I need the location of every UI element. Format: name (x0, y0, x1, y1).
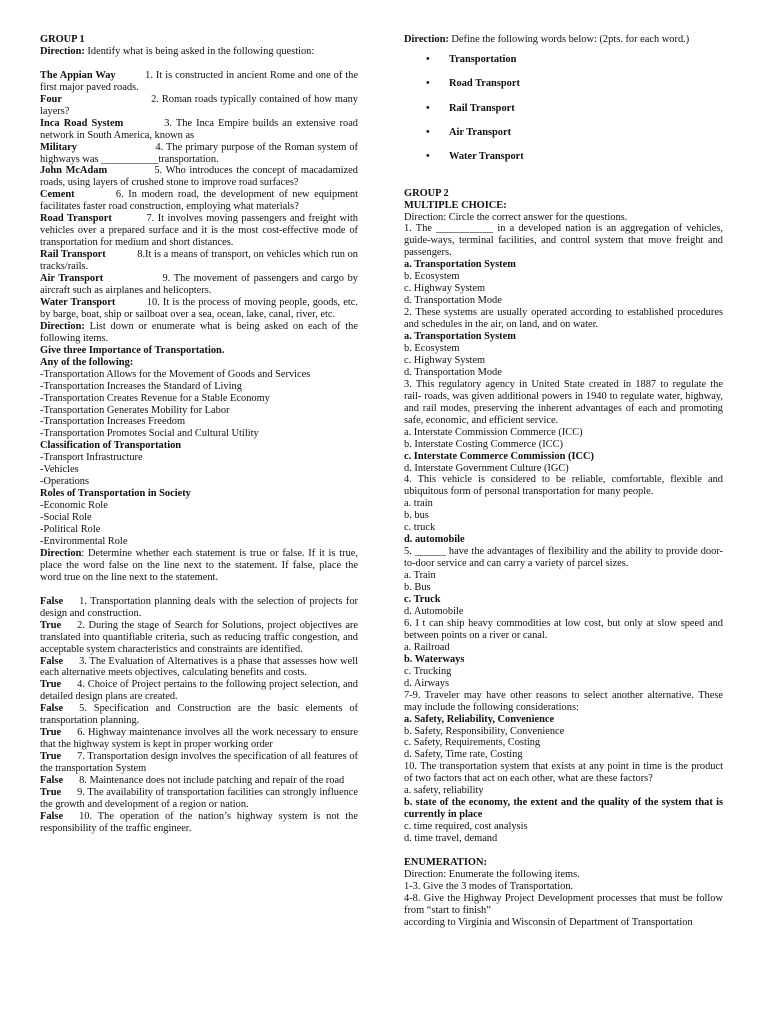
mc-option-correct: a. Transportation System (404, 331, 516, 343)
tf-answer: True (40, 727, 62, 739)
group1-direction (40, 46, 358, 58)
true-false-item (40, 620, 358, 656)
mc-option: c. truck (404, 522, 436, 534)
direction-text: Define the following words below: (2pts. for each word.) (448, 34, 690, 45)
identify-answer: Military (40, 141, 77, 153)
true-false-item (40, 679, 358, 703)
identify-item (40, 93, 361, 118)
left-column (40, 34, 361, 835)
tf-answer: False (40, 703, 64, 715)
define-list (404, 54, 723, 163)
identify-answer: The Appian Way (40, 69, 116, 81)
mc-option: c. Highway System (404, 354, 486, 366)
mc-option: a. Railroad (404, 641, 450, 653)
enumeration-heading: ENUMERATION: (404, 856, 487, 868)
identify-answer: Cement (40, 189, 75, 201)
mc-option-correct: b. Waterways (404, 653, 465, 665)
identify-item (40, 249, 361, 273)
true-false-item (40, 775, 358, 787)
tf-direction (40, 548, 358, 584)
mc-option-correct: b. state of the economy, the extent and the quality of the system that is currently in place (404, 797, 723, 821)
multiple-choice-list (404, 223, 723, 845)
direction-label: Direction: (40, 45, 85, 57)
identify-item (40, 69, 361, 94)
right-column (404, 34, 723, 929)
mc-question: 3. This regulatory agency in United State created in 1887 to regulate the rail- roads, was given additional powers in 1940 to regulate water, highway, and rail modes, preserving the inherent advantages of each and promoting safe, economic, and efficient service. (404, 378, 723, 426)
mc-question: 7-9. Traveler may have other reasons to select another alternative. These may include the following considerations: (404, 689, 723, 713)
importance-list (40, 369, 358, 441)
mc-option: b. Ecosystem (404, 343, 460, 354)
mc-option: c. Highway System (404, 283, 486, 295)
importance-item: -Transportation Allows for the Movement of Goods and Services (40, 368, 311, 380)
importance-item: -Transportation Generates Mobility for Labor (40, 404, 230, 416)
enum-direction (40, 321, 358, 345)
classification-item: -Operations (40, 476, 90, 488)
tf-answer: True (40, 619, 62, 631)
mc-question: 10. The transportation system that exists at any point in time is the product of two factors that act on each other, what are these factors? (404, 761, 723, 785)
mc-option: d. time travel, demand (404, 833, 498, 845)
identify-question: 3. The Inca Empire builds an extensive road network in South America, known as (40, 117, 361, 141)
mc-option: c. time required, cost analysis (404, 821, 528, 833)
identify-item (40, 189, 361, 213)
mc-option: b. Bus (404, 582, 431, 594)
importance-item: -Transportation Increases the Standard of Living (40, 380, 242, 392)
mc-option: d. Safety, Time rate, Costing (404, 749, 523, 761)
tf-statement: 10. The operation of the nation’s highway system is not the responsibility of the traffic engineer. (40, 810, 358, 834)
tf-statement: 2. During the stage of Search for Solutions, project objectives are translated into quantifiable criteria, such as reducing traffic congestion, and acceptable system characteristics and constraints are identified. (40, 619, 358, 655)
identify-answer: Inca Road System (40, 117, 124, 129)
any-heading: Any of the following: (40, 356, 134, 368)
identify-answer: Road Transport (40, 213, 112, 225)
identify-question: 8.It is a means of transport, on vehicles which run on tracks/rails. (40, 249, 361, 273)
mc-option: c. Safety, Requirements, Costing (404, 737, 541, 749)
direction-text: List down or enumerate what is being asked on each of the following items. (40, 320, 358, 344)
mc-option: a. safety, reliability (404, 785, 484, 797)
identify-question: 7. It involves moving passengers and freight with vehicles over a prepared surface and it is the most cost-effective mode of transportation for medium and short distances. (40, 213, 361, 249)
identify-answer: John McAdam (40, 165, 108, 177)
enumeration-list (404, 881, 723, 929)
true-false-list (40, 596, 358, 835)
identify-question: 4. The primary purpose of the Roman system of highways was ___________transportation. (40, 141, 361, 165)
mc-option: d. Automobile (404, 605, 464, 617)
identify-question: 2. Roman roads typically contained of how many layers? (40, 93, 361, 117)
mc-option: d. Interstate Government Culture (IGC) (404, 462, 569, 474)
classification-list (40, 452, 358, 488)
identify-question: 5. Who introduces the concept of macadamized roads, using layers of crushed stone to improve road surfaces? (40, 165, 361, 189)
group2-title: GROUP 2 (404, 187, 449, 199)
enumeration-item: 1-3. Give the 3 modes of Transportation. (404, 880, 574, 892)
mc-option: c. Trucking (404, 665, 452, 677)
mc-option: d. Airways (404, 677, 450, 689)
mc-option: b. Ecosystem (404, 271, 460, 283)
mc-option-correct: a. Safety, Reliability, Convenience (404, 713, 555, 725)
define-item: • Air Transport (404, 127, 723, 139)
classification-item: -Vehicles (40, 464, 79, 476)
mc-option-correct: c. Interstate Commerce Commission (ICC) (404, 450, 594, 462)
define-item: • Water Transport (404, 151, 723, 163)
true-false-item (40, 703, 358, 727)
role-item: -Political Role (40, 524, 101, 536)
tf-answer: False (40, 775, 64, 787)
identify-question: 6. In modern road, the development of new equipment facilitates faster road construction, employing what materials? (40, 189, 361, 213)
tf-statement: 1. Transportation planning deals with the selection of projects for design and construction. (40, 595, 358, 619)
importance-heading: Give three Importance of Transportation. (40, 344, 225, 356)
mc-option-correct: a. Transportation System (404, 259, 516, 271)
define-item: • Transportation (404, 54, 723, 66)
classification-item: -Transport Infrastructure (40, 452, 143, 464)
identify-answer: Four (40, 93, 62, 105)
true-false-item (40, 727, 358, 751)
importance-item: -Transportation Creates Revenue for a Stable Economy (40, 392, 270, 404)
tf-answer: False (40, 810, 64, 822)
tf-statement: 4. Choice of Project pertains to the following project selection, and detailed design plans are created. (40, 679, 358, 703)
roles-list (40, 500, 358, 548)
identify-list (40, 69, 361, 321)
tf-answer: False (40, 595, 64, 607)
tf-answer: True (40, 679, 62, 691)
mc-option-correct: c. Truck (404, 594, 441, 606)
identify-item (40, 273, 361, 297)
identify-question: 10. It is the process of moving people, goods, etc. by barge, boat, ship or sailboat over a sea, ocean, lake, canal, river, etc. (40, 296, 361, 320)
tf-statement: 6. Highway maintenance involves all the work necessary to ensure that the highway system is kept in proper working order (40, 727, 358, 751)
tf-statement: 5. Specification and Construction are the basic elements of transportation planning. (40, 703, 358, 727)
group2-subtitle: MULTIPLE CHOICE: (404, 199, 507, 211)
group2-direction: Direction: Circle the correct answer for the questions. (404, 211, 628, 223)
group1-title: GROUP 1 (40, 34, 85, 45)
identify-item (40, 296, 361, 321)
tf-answer: False (40, 655, 64, 667)
mc-question: 4. This vehicle is considered to be reliable, comfortable, flexible and ubiquitous form of personal transportation for many people. (404, 474, 723, 498)
mc-question: 2. These systems are usually operated according to established procedures and schedules in the air, on land, and on water. (404, 307, 723, 331)
direction-label: Direction (40, 547, 82, 559)
direction-label: Direction: (404, 34, 449, 45)
identify-answer: Water Transport (40, 296, 116, 308)
direction-label: Direction: (40, 320, 85, 332)
direction-text: Identify what is being asked in the following question: (84, 45, 315, 57)
tf-statement: 9. The availability of transportation facilities can strongly influence the growth and development of a region or nation. (40, 787, 358, 810)
identify-question: 9. The movement of passengers and cargo by aircraft such as airplanes and helicopters. (40, 273, 361, 296)
mc-option: a. Interstate Commission Commerce (ICC) (404, 426, 583, 438)
mc-option-correct: d. automobile (404, 534, 465, 546)
mc-question: 5. ______ have the advantages of flexibility and the ability to provide door-to-door service and can carry a variety of parcel sizes. (404, 546, 723, 570)
tf-answer: True (40, 787, 62, 799)
identify-answer: Rail Transport (40, 249, 106, 261)
true-false-item (40, 787, 358, 811)
mc-option: d. Transportation Mode (404, 366, 502, 378)
enumeration-item: 4-8. Give the Highway Project Development processes that must be follow from “start to finish” (404, 892, 723, 916)
define-item: • Road Transport (404, 78, 723, 90)
tf-statement: 7. Transportation design involves the specification of all features of the transportation System (40, 751, 358, 775)
define-direction (404, 34, 723, 46)
roles-heading: Roles of Transportation in Society (40, 488, 191, 500)
identify-item (40, 213, 361, 249)
tf-statement: 8. Maintenance does not include patching and repair of the road (79, 775, 345, 787)
identify-answer: Air Transport (40, 273, 104, 285)
identify-item (40, 141, 361, 166)
identify-item (40, 117, 361, 142)
mc-option: b. Interstate Costing Commerce (ICC) (404, 438, 564, 450)
role-item: -Environmental Role (40, 536, 128, 548)
tf-answer: True (40, 751, 62, 763)
classification-heading: Classification of Transportation (40, 440, 182, 452)
mc-option: b. Safety, Responsibility, Convenience (404, 725, 565, 737)
tf-statement: 3. The Evaluation of Alternatives is a phase that assesses how well each alternative meets objectives, calculating benefits and costs. (40, 655, 358, 679)
true-false-item (40, 656, 358, 680)
mc-option: a. Train (404, 570, 436, 582)
true-false-item (40, 751, 358, 775)
direction-text: : Determine whether each statement is true or false. If it is true, place the word false on the line next to the statement. If false, place the word true on the line next to the statement. (40, 547, 358, 583)
identify-item (40, 165, 361, 189)
importance-item: -Transportation Promotes Social and Cultural Utility (40, 428, 259, 440)
mc-question: 1. The ___________ in a developed nation is an aggregation of vehicles, guide-ways, terminal facilities, and control system that move freight and passengers. (404, 223, 723, 259)
role-item: -Social Role (40, 512, 92, 524)
role-item: -Economic Role (40, 500, 108, 512)
mc-option: d. Transportation Mode (404, 295, 502, 307)
true-false-item (40, 596, 358, 620)
enumeration-item: according to Virginia and Wisconsin of Department of Transportation (404, 916, 693, 928)
identify-question: 1. It is constructed in ancient Rome and one of the first major paved roads. (40, 69, 361, 93)
define-item: • Rail Transport (404, 103, 723, 115)
mc-option: b. bus (404, 510, 429, 522)
enumeration-direction: Direction: Enumerate the following items. (404, 868, 580, 880)
mc-option: a. train (404, 498, 433, 510)
mc-question: 6. I t can ship heavy commodities at low cost, but only at slow speed and between points on a river or canal. (404, 617, 723, 641)
importance-item: -Transportation Increases Freedom (40, 416, 186, 428)
true-false-item (40, 811, 358, 835)
